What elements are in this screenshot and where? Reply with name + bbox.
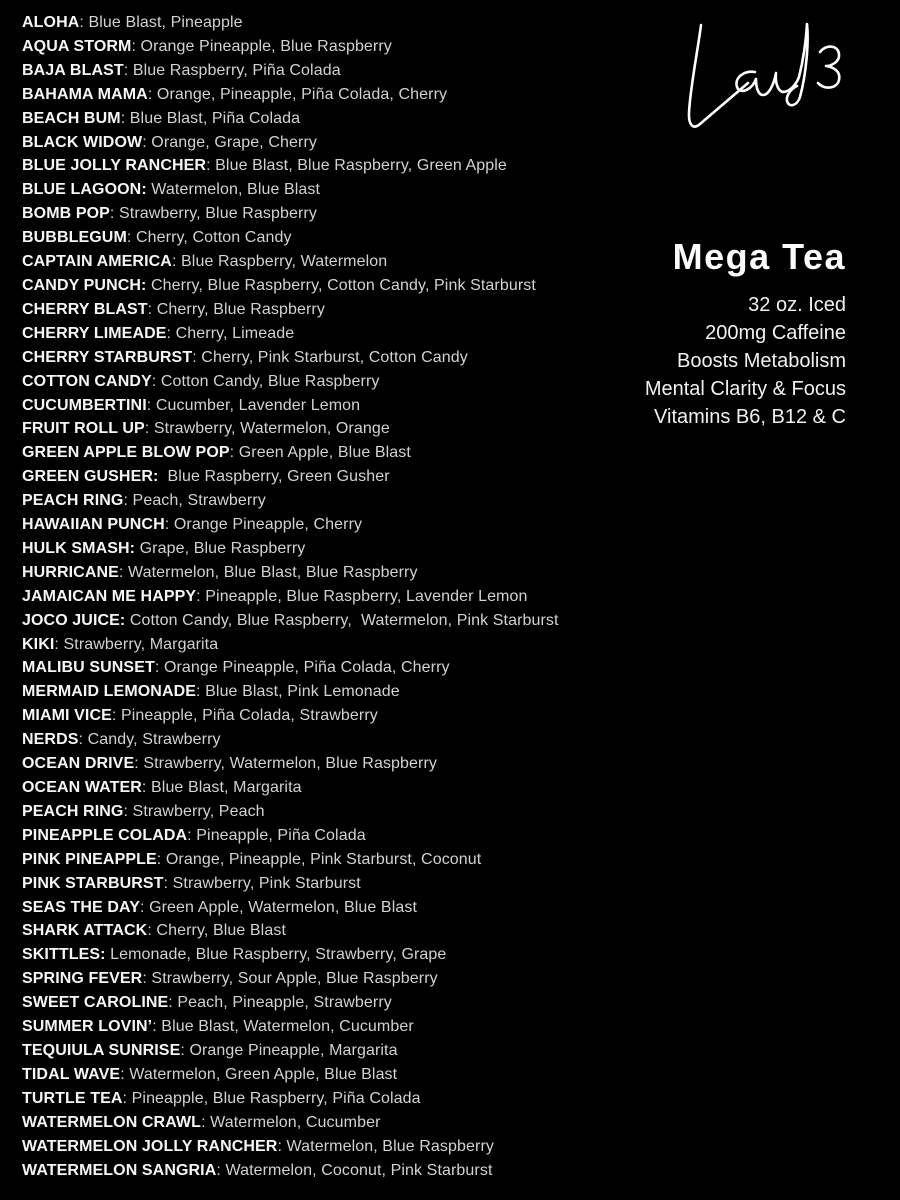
drink-item	[22, 322, 662, 346]
drink-flavors: : Green Apple, Watermelon, Blue Blast	[139, 898, 418, 916]
drink-name: GREEN GUSHER:	[22, 468, 159, 486]
drink-name: BOMB POP	[22, 205, 110, 223]
drink-name: TIDAL WAVE	[22, 1065, 121, 1083]
drink-item	[22, 728, 662, 752]
drink-flavors: Grape, Blue Raspberry	[135, 539, 306, 557]
drink-item	[22, 83, 662, 107]
drink-name: ALOHA	[22, 14, 80, 31]
drink-name: BLUE LAGOON:	[22, 181, 147, 199]
drink-item	[22, 943, 662, 967]
drink-item	[22, 800, 662, 824]
drink-name: MALIBU SUNSET	[22, 659, 155, 677]
drink-flavors: Lemonade, Blue Raspberry, Strawberry, Grape	[105, 946, 447, 964]
drink-flavors: : Pineapple, Piña Colada	[187, 826, 366, 844]
drink-name: CANDY PUNCH:	[22, 276, 147, 294]
drink-flavors: Cotton Candy, Blue Raspberry, Watermelon, Pink Starburst	[125, 611, 559, 629]
drink-flavors: : Blue Raspberry, Watermelon	[171, 253, 388, 271]
drink-list	[22, 11, 662, 1182]
drink-name: JAMAICAN ME HAPPY	[22, 587, 197, 605]
product-detail-line: 32 oz. Iced	[748, 294, 846, 316]
drink-flavors: : Cherry, Cotton Candy	[126, 229, 292, 247]
drink-item	[22, 872, 662, 896]
drink-item	[22, 131, 662, 155]
drink-name: OCEAN WATER	[22, 779, 142, 796]
drink-flavors: Blue Raspberry, Green Gusher	[158, 468, 390, 486]
drink-item	[22, 59, 662, 83]
drink-name: PINK PINEAPPLE	[22, 850, 157, 868]
drink-item	[22, 346, 662, 370]
drink-name: TEQUIULA SUNRISE	[22, 1041, 181, 1059]
drink-flavors: : Blue Raspberry, Piña Colada	[123, 61, 341, 79]
drink-flavors: : Orange Pineapple, Piña Colada, Cherry	[154, 659, 450, 677]
drink-flavors: : Strawberry, Peach	[123, 802, 265, 820]
drink-flavors: : Blue Blast, Pineapple	[79, 14, 243, 31]
drink-flavors: : Strawberry, Sour Apple, Blue Raspberry	[142, 970, 438, 988]
drink-item	[22, 991, 662, 1015]
drink-name: JOCO JUICE:	[22, 611, 126, 629]
drink-name: WATERMELON CRAWL	[22, 1113, 202, 1131]
drink-name: PEACH RING	[22, 492, 124, 510]
drink-flavors: : Blue Blast, Blue Raspberry, Green Apple	[206, 157, 507, 175]
product-detail-line: Vitamins B6, B12 & C	[654, 406, 846, 428]
drink-flavors: : Cotton Candy, Blue Raspberry	[151, 372, 380, 390]
drink-flavors: : Cucumber, Lavender Lemon	[146, 396, 361, 414]
drink-item	[22, 250, 662, 274]
drink-item	[22, 202, 662, 226]
drink-flavors: : Blue Blast, Margarita	[141, 779, 302, 796]
drink-name: MERMAID LEMONADE	[22, 683, 197, 701]
drink-item	[22, 226, 662, 250]
drink-item	[22, 609, 662, 633]
drink-item	[22, 1015, 662, 1039]
drink-item	[22, 513, 662, 537]
drink-name: CUCUMBERTINI	[22, 396, 147, 414]
drink-item	[22, 298, 662, 322]
drink-item	[22, 154, 662, 178]
drink-item	[22, 1135, 662, 1159]
drink-name: BAJA BLAST	[22, 61, 124, 79]
drink-name: FRUIT ROLL UP	[22, 420, 145, 438]
drink-name: GREEN APPLE BLOW POP	[22, 444, 230, 462]
drink-name: SHARK ATTACK	[22, 922, 148, 940]
drink-item	[22, 633, 662, 657]
drink-flavors: : Pineapple, Blue Raspberry, Piña Colada	[122, 1089, 421, 1107]
drink-item	[22, 824, 662, 848]
drink-name: PINK STARBURST	[22, 874, 164, 892]
drink-name: HAWAIIAN PUNCH	[22, 516, 165, 534]
drink-name: BUBBLEGUM	[22, 229, 127, 247]
drink-flavors: : Strawberry, Pink Starburst	[163, 874, 361, 892]
drink-name: HURRICANE	[22, 563, 119, 581]
drink-flavors: : Watermelon, Green Apple, Blue Blast	[120, 1065, 398, 1083]
product-detail-line: 200mg Caffeine	[705, 322, 846, 344]
drink-name: KIKI	[22, 635, 55, 653]
drink-item	[22, 107, 662, 131]
drink-flavors: : Cherry, Blue Raspberry	[147, 300, 325, 318]
drink-item	[22, 752, 662, 776]
drink-name: AQUA STORM	[22, 37, 132, 55]
drink-item	[22, 1063, 662, 1087]
drink-flavors: : Orange Pineapple, Margarita	[180, 1041, 398, 1059]
drink-flavors: : Pineapple, Piña Colada, Strawberry	[111, 707, 378, 725]
product-details	[645, 291, 846, 431]
drink-name: PEACH RING	[22, 802, 124, 820]
drink-flavors: : Orange, Grape, Cherry	[142, 133, 318, 151]
drink-flavors: : Green Apple, Blue Blast	[229, 444, 411, 462]
drink-flavors: : Blue Blast, Pink Lemonade	[196, 683, 400, 701]
drink-flavors: : Orange, Pineapple, Pink Starburst, Coconut	[156, 850, 482, 868]
level-3-script-badge	[660, 15, 860, 145]
drink-flavors: : Orange Pineapple, Cherry	[164, 516, 363, 534]
drink-name: BEACH BUM	[22, 109, 121, 127]
drink-item	[22, 848, 662, 872]
drink-item	[22, 370, 662, 394]
level-3-handwriting-icon	[660, 15, 860, 145]
drink-name: WATERMELON SANGRIA	[22, 1161, 217, 1179]
drink-item	[22, 417, 662, 441]
drink-flavors: : Cherry, Blue Blast	[147, 922, 286, 940]
drink-name: BLUE JOLLY RANCHER	[22, 157, 207, 175]
drink-flavors: : Blue Blast, Watermelon, Cucumber	[152, 1018, 414, 1036]
drink-name: OCEAN DRIVE	[22, 755, 135, 773]
drink-item	[22, 561, 662, 585]
drink-name: SUMMER LOVIN’	[22, 1018, 153, 1036]
product-detail-line: Boosts Metabolism	[677, 350, 846, 372]
drink-item	[22, 274, 662, 298]
drink-flavors: : Watermelon, Coconut, Pink Starburst	[216, 1161, 493, 1179]
drink-name: SKITTLES:	[22, 946, 106, 964]
drink-flavors: : Watermelon, Blue Blast, Blue Raspberry	[118, 563, 418, 581]
drink-item	[22, 11, 662, 35]
drink-item	[22, 680, 662, 704]
drink-item	[22, 776, 662, 800]
drink-name: TURTLE TEA	[22, 1089, 123, 1107]
drink-flavors: : Strawberry, Watermelon, Blue Raspberry	[134, 755, 437, 773]
drink-name: BAHAMA MAMA	[22, 85, 148, 103]
drink-name: SEAS THE DAY	[22, 898, 140, 916]
drink-flavors: : Strawberry, Margarita	[54, 635, 219, 653]
drink-item	[22, 394, 662, 418]
drink-item	[22, 896, 662, 920]
drink-item	[22, 489, 662, 513]
drink-flavors: : Peach, Strawberry	[123, 492, 266, 510]
drink-flavors: : Watermelon, Blue Raspberry	[277, 1137, 494, 1155]
drink-name: WATERMELON JOLLY RANCHER	[22, 1137, 278, 1155]
drink-item	[22, 704, 662, 728]
drink-flavors: Cherry, Blue Raspberry, Cotton Candy, Pink Starburst	[146, 276, 536, 294]
drink-item	[22, 656, 662, 680]
drink-flavors: : Cherry, Limeade	[166, 324, 295, 342]
drink-flavors: : Orange Pineapple, Blue Raspberry	[131, 37, 392, 55]
drink-flavors: : Pineapple, Blue Raspberry, Lavender Lemon	[196, 587, 528, 605]
drink-item	[22, 919, 662, 943]
drink-item	[22, 1111, 662, 1135]
drink-name: CHERRY LIMEADE	[22, 324, 167, 342]
drink-flavors: : Cherry, Pink Starburst, Cotton Candy	[192, 348, 468, 366]
drink-item	[22, 465, 662, 489]
drink-name: CHERRY STARBURST	[22, 348, 193, 366]
product-detail-line: Mental Clarity & Focus	[644, 378, 846, 400]
drink-name: BLACK WIDOW	[22, 133, 143, 151]
drink-name: SWEET CAROLINE	[22, 994, 169, 1012]
drink-item	[22, 441, 662, 465]
drink-name: NERDS	[22, 731, 79, 749]
drink-item	[22, 1159, 662, 1183]
drink-name: COTTON CANDY	[22, 372, 152, 390]
drink-item	[22, 1087, 662, 1111]
drink-flavors: Watermelon, Blue Blast	[146, 181, 321, 199]
drink-flavors: : Blue Blast, Piña Colada	[120, 109, 301, 127]
drink-item	[22, 967, 662, 991]
drink-flavors: : Candy, Strawberry	[78, 731, 221, 749]
drink-name: HULK SMASH:	[22, 539, 136, 557]
drink-item	[22, 537, 662, 561]
drink-name: PINEAPPLE COLADA	[22, 826, 188, 844]
product-title: Mega Tea	[672, 236, 846, 277]
drink-name: CHERRY BLAST	[22, 300, 148, 318]
drink-item	[22, 1039, 662, 1063]
drink-item	[22, 178, 662, 202]
drink-flavors: : Orange, Pineapple, Piña Colada, Cherry	[147, 85, 448, 103]
drink-item	[22, 585, 662, 609]
drink-flavors: : Peach, Pineapple, Strawberry	[168, 994, 392, 1012]
drink-flavors: : Watermelon, Cucumber	[201, 1113, 381, 1131]
drink-flavors: : Strawberry, Watermelon, Orange	[144, 420, 390, 438]
drink-name: CAPTAIN AMERICA	[22, 253, 172, 271]
drink-name: MIAMI VICE	[22, 707, 112, 725]
drink-item	[22, 35, 662, 59]
drink-flavors: : Strawberry, Blue Raspberry	[109, 205, 317, 223]
drink-name: SPRING FEVER	[22, 970, 143, 988]
